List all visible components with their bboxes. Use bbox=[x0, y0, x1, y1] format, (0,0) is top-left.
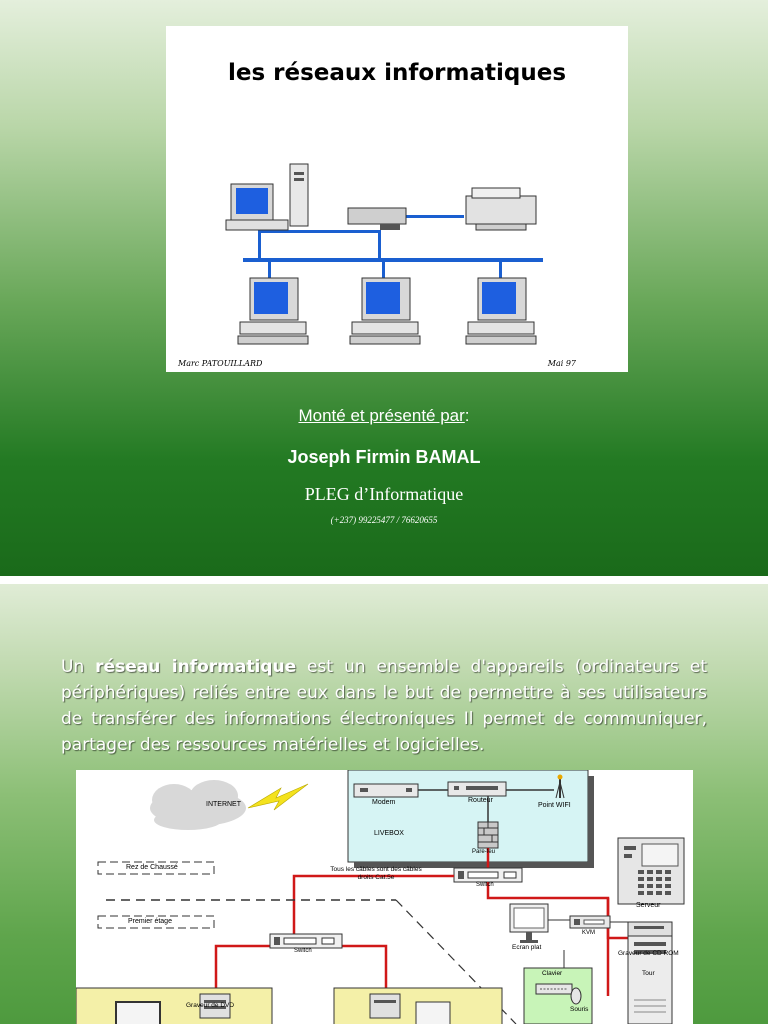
illustration-title: les réseaux informatiques bbox=[227, 60, 567, 86]
definition-part1: Un bbox=[61, 657, 96, 677]
wifi-label: Point WIFI bbox=[538, 802, 571, 809]
flat-screen-icon bbox=[510, 904, 548, 943]
keyboard-icon bbox=[536, 984, 572, 994]
switch-top-icon bbox=[454, 868, 522, 882]
network-illustration bbox=[166, 26, 628, 372]
switch-top-label: Switch bbox=[476, 882, 494, 888]
router-label: Routeur bbox=[468, 797, 493, 804]
illustration-date: Mai 97 bbox=[547, 359, 576, 368]
internet-label: INTERNET bbox=[206, 801, 241, 808]
firewall-icon bbox=[478, 822, 498, 848]
illustration-author-signature: Marc PATOUILLARD bbox=[178, 359, 263, 368]
switch-bottom-icon bbox=[270, 934, 342, 948]
presented-by-line bbox=[0, 406, 768, 426]
keyboard-label: Clavier bbox=[542, 970, 563, 977]
slide-separator bbox=[0, 576, 768, 584]
home-network-drawing bbox=[76, 770, 693, 1024]
cd-burner-label: Graveur de CD ROM bbox=[618, 950, 679, 957]
author-phone: (+237) 99225477 / 76620655 bbox=[330, 515, 438, 525]
workstation-bottom-right-icon bbox=[466, 278, 536, 344]
modem-label: Modem bbox=[372, 799, 396, 806]
kvm-switch-icon bbox=[570, 916, 610, 928]
workstation-bottom-center-icon bbox=[350, 278, 420, 344]
tower-label: Tour bbox=[642, 970, 655, 977]
mouse-label: Souris bbox=[570, 1006, 589, 1013]
definition-slide bbox=[0, 584, 768, 1024]
printer-icon bbox=[466, 188, 536, 230]
server-label: Serveur bbox=[636, 902, 661, 909]
author-role: PLEG d’Informatique bbox=[304, 484, 464, 504]
cables-note: Tous les câbles sont des câbles droits Cat.5e bbox=[330, 866, 422, 881]
definition-term: réseau informatique bbox=[95, 657, 297, 677]
hub-icon bbox=[348, 208, 406, 230]
room-left-area bbox=[76, 988, 272, 1024]
kvm-label: KVM bbox=[582, 930, 596, 936]
flat-screen-label: Ecran plat bbox=[512, 944, 542, 951]
dvd-burner-label: Graveur de DVD bbox=[186, 1002, 235, 1009]
author-name: Joseph Firmin BAMAL bbox=[287, 447, 481, 467]
workstation-top-icon bbox=[226, 164, 308, 230]
workstation-bottom-left-icon bbox=[238, 278, 308, 344]
router-icon bbox=[448, 782, 506, 796]
lightning-icon bbox=[248, 784, 308, 810]
definition-part2: est un ensemble d'appareils (ordinateurs et périphériques) reliés entre eux dans le but de permettre à ses utilisateurs de transférer des informations électroniques Il permet de communiquer, partager des ressources matérielles et logicielles. bbox=[61, 657, 707, 755]
monitor-left-icon bbox=[116, 1002, 160, 1024]
definition-paragraph bbox=[61, 654, 707, 758]
home-network-diagram bbox=[76, 770, 693, 1024]
presented-by-label: Monté et présenté par bbox=[298, 406, 465, 425]
livebox-label: LIVEBOX bbox=[374, 830, 404, 837]
mouse-icon bbox=[571, 988, 581, 1004]
switch-bottom-label: Switch bbox=[294, 948, 312, 954]
server-icon bbox=[618, 838, 684, 904]
modem-icon bbox=[354, 784, 418, 797]
first-floor-label: Premier étage bbox=[128, 918, 172, 925]
firewall-label: Pare-feu bbox=[472, 849, 496, 855]
ground-floor-label: Rez de Chaussé bbox=[126, 864, 178, 871]
presented-by-colon: : bbox=[464, 406, 470, 425]
cd-burner-icon bbox=[628, 922, 672, 936]
